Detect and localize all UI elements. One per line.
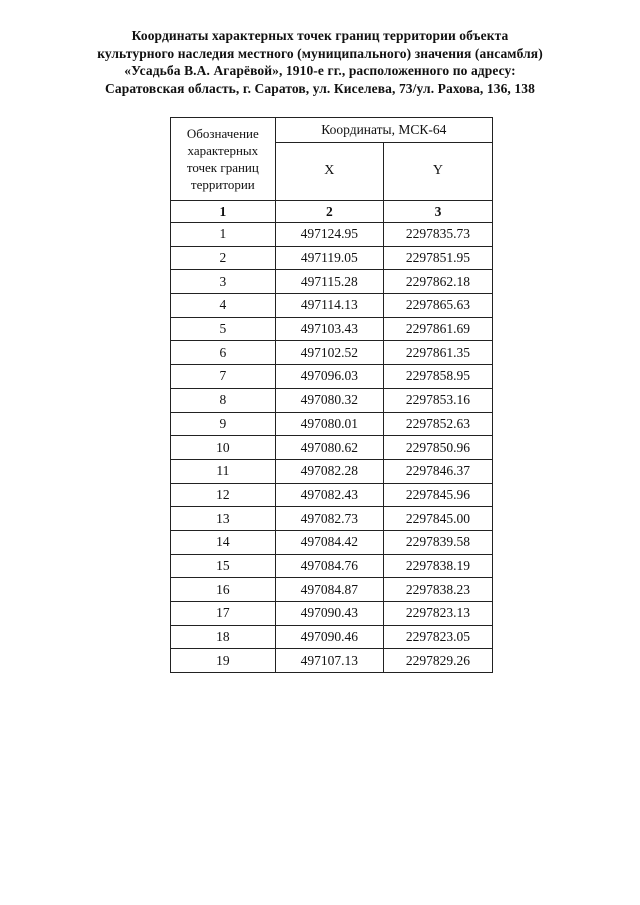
y-cell: 2297839.58 — [383, 530, 492, 554]
point-cell: 12 — [171, 483, 276, 507]
x-cell: 497114.13 — [275, 294, 383, 318]
x-cell: 497107.13 — [275, 649, 383, 673]
y-cell: 2297838.23 — [383, 578, 492, 602]
x-cell: 497090.46 — [275, 625, 383, 649]
y-cell: 2297861.35 — [383, 341, 492, 365]
table-row — [171, 483, 493, 507]
point-cell: 4 — [171, 294, 276, 318]
column-number: 1 — [171, 201, 276, 223]
table-row — [171, 246, 493, 270]
table-row — [171, 530, 493, 554]
header-y: Y — [383, 142, 492, 200]
point-cell: 11 — [171, 459, 276, 483]
point-cell: 8 — [171, 388, 276, 412]
point-cell: 14 — [171, 530, 276, 554]
coordinates-table — [170, 117, 493, 673]
point-cell: 16 — [171, 578, 276, 602]
x-cell: 497084.42 — [275, 530, 383, 554]
table-row — [171, 602, 493, 626]
title-line: «Усадьба В.А. Агарёвой», 1910-е гг., расположенного по адресу: — [124, 63, 516, 78]
title-line: Координаты характерных точек границ территории объекта — [131, 28, 509, 43]
x-cell: 497090.43 — [275, 602, 383, 626]
table-row — [171, 270, 493, 294]
y-cell: 2297851.95 — [383, 246, 492, 270]
y-cell: 2297845.00 — [383, 507, 492, 531]
title-line: культурного наследия местного (муниципального) значения (ансамбля) — [97, 45, 543, 61]
y-cell: 2297823.05 — [383, 625, 492, 649]
x-cell: 497080.01 — [275, 412, 383, 436]
y-cell: 2297829.26 — [383, 649, 492, 673]
point-cell: 19 — [171, 649, 276, 673]
x-cell: 497103.43 — [275, 317, 383, 341]
table-row — [171, 459, 493, 483]
point-cell: 6 — [171, 341, 276, 365]
y-cell: 2297846.37 — [383, 459, 492, 483]
x-cell: 497080.32 — [275, 388, 383, 412]
point-cell: 13 — [171, 507, 276, 531]
table-row — [171, 625, 493, 649]
x-cell: 497102.52 — [275, 341, 383, 365]
table-row — [171, 578, 493, 602]
column-number: 3 — [383, 201, 492, 223]
table-row — [171, 317, 493, 341]
x-cell: 497084.87 — [275, 578, 383, 602]
y-cell: 2297862.18 — [383, 270, 492, 294]
y-cell: 2297861.69 — [383, 317, 492, 341]
column-number-row — [171, 201, 493, 223]
x-cell: 497082.28 — [275, 459, 383, 483]
y-cell: 2297838.19 — [383, 554, 492, 578]
table-row — [171, 365, 493, 389]
y-cell: 2297835.73 — [383, 223, 492, 247]
table-row — [171, 388, 493, 412]
header-x: X — [275, 142, 383, 200]
table-row — [171, 436, 493, 460]
table-row — [171, 507, 493, 531]
y-cell: 2297853.16 — [383, 388, 492, 412]
table-header-row — [171, 118, 493, 143]
point-cell: 15 — [171, 554, 276, 578]
point-cell: 9 — [171, 412, 276, 436]
point-cell: 1 — [171, 223, 276, 247]
y-cell: 2297845.96 — [383, 483, 492, 507]
x-cell: 497082.73 — [275, 507, 383, 531]
table-row — [171, 554, 493, 578]
x-cell: 497115.28 — [275, 270, 383, 294]
table-row — [171, 341, 493, 365]
table-row — [171, 412, 493, 436]
table-row — [171, 223, 493, 247]
point-cell: 2 — [171, 246, 276, 270]
point-cell: 5 — [171, 317, 276, 341]
title-line: Саратовская область, г. Саратов, ул. Киселева, 73/ул. Рахова, 136, 138 — [105, 80, 535, 96]
point-cell: 7 — [171, 365, 276, 389]
y-cell: 2297823.13 — [383, 602, 492, 626]
table-row — [171, 649, 493, 673]
table-body — [171, 223, 493, 673]
x-cell: 497080.62 — [275, 436, 383, 460]
x-cell: 497119.05 — [275, 246, 383, 270]
y-cell: 2297858.95 — [383, 365, 492, 389]
point-cell: 17 — [171, 602, 276, 626]
y-cell: 2297865.63 — [383, 294, 492, 318]
y-cell: 2297850.96 — [383, 436, 492, 460]
table-row — [171, 294, 493, 318]
document-title — [40, 27, 600, 97]
column-number: 2 — [275, 201, 383, 223]
x-cell: 497096.03 — [275, 365, 383, 389]
y-cell: 2297852.63 — [383, 412, 492, 436]
point-cell: 18 — [171, 625, 276, 649]
point-cell: 3 — [171, 270, 276, 294]
x-cell: 497082.43 — [275, 483, 383, 507]
header-coordinates: Координаты, МСК-64 — [275, 118, 492, 143]
point-cell: 10 — [171, 436, 276, 460]
x-cell: 497084.76 — [275, 554, 383, 578]
x-cell: 497124.95 — [275, 223, 383, 247]
header-designation: Обозначение характерных точек границ территории — [171, 118, 276, 201]
